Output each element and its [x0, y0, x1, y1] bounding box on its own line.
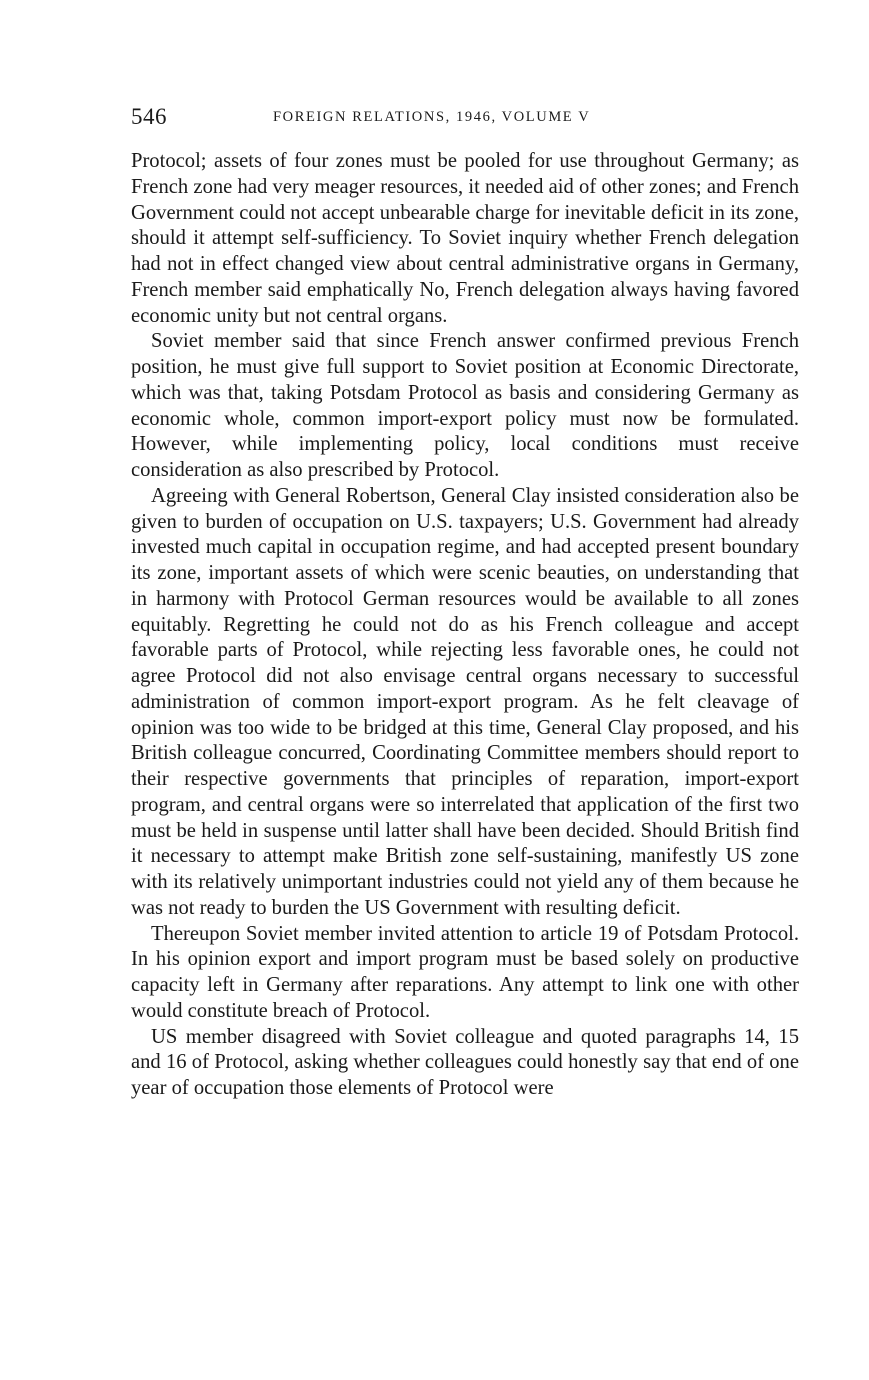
paragraph-general-clay: Agreeing with General Robertson, General Clay insisted consideration also be given to burden of occupation on U.S. taxpayers; U.S. Government had already invested much capital in occupation regime, and had accepted present boundary its zone, important assets of which were scenic beauties, on understanding that in harmony with Protocol German resources would be available to all zones equitably. Regretting he could not do as his French colleague and accept favorable parts of Protocol, while rejecting less favorable ones, he could not agree Protocol did not also envisage central organs necessary to successful administration of common import-export program. As he felt cleavage of opinion was too wide to be bridged at this time, General Clay proposed, and his British colleague concurred, Coordinating Committee members should report to their respective governments that principles of reparation, import-export program, and central organs were so interrelated that application of the first two must be held in suspense until latter shall have been decided. Should British find it necessary to attempt make British zone self-sustaining, manifestly US zone with its relatively unimportant industries could not yield any of them because he was not ready to burden the US Government with resulting deficit.: [131, 484, 799, 919]
page-header: [131, 104, 799, 132]
paragraph-us-member: US member disagreed with Soviet colleague and quoted paragraphs 14, 15 and 16 of Protocol, asking whether colleagues could honestly say that end of one year of occupation those elements of Protocol were: [131, 1025, 799, 1099]
paragraph-article-19: Thereupon Soviet member invited attention to article 19 of Potsdam Protocol. In his opinion export and import program must be based solely on productive capacity left in Germany after reparations. Any attempt to link one with other would constitute breach of Protocol.: [131, 922, 799, 1022]
running-head: FOREIGN RELATIONS, 1946, VOLUME V: [273, 109, 591, 125]
page-number: 546: [131, 104, 167, 129]
body-text: [131, 149, 799, 1102]
paragraph-soviet-member: Soviet member said that since French answer confirmed previous French position, he must give full support to Soviet position at Economic Directorate, which was that, taking Potsdam Protocol as basis and considering Germany as economic whole, common import-export policy must now be formulated. However, while implementing policy, local conditions must receive consideration as also prescribed by Protocol.: [131, 330, 799, 481]
paragraph-continuation: Protocol; assets of four zones must be pooled for use throughout Germany; as French zone had very meager resources, it needed aid of other zones; and French Government could not accept unbearable charge for inevitable deficit in its zone, should it attempt self-sufficiency. To Soviet inquiry whether French delegation had not in effect changed view about central administrative organs in Germany, French member said emphatically No, French delegation always having favored economic unity but not central organs.: [131, 150, 799, 327]
